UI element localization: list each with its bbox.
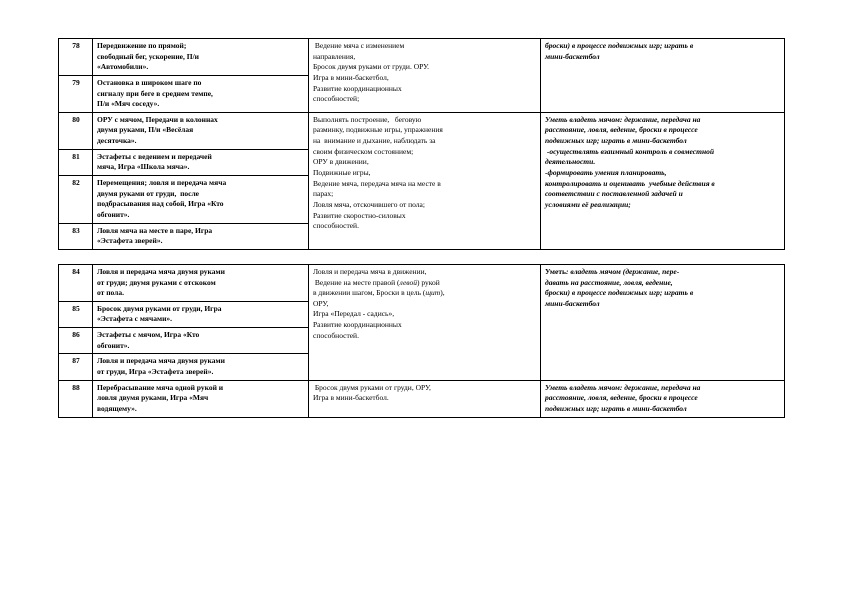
row-theme: Эстафеты с ведением и передачей мяча, Игра «Школа мяча». <box>93 149 309 175</box>
row-results: Уметь владеть мячом: держание, передача на расстояние, ловля, ведение, броски в процессе подвижных игр; играть в мини-баскетбол <box>541 380 785 417</box>
row-number: 85 <box>59 301 93 327</box>
row-number: 86 <box>59 328 93 354</box>
table-body <box>59 39 785 418</box>
table-row <box>59 112 785 149</box>
row-activities: Бросок двумя руками от груди, ОРУ, Игра в мини-баскетбол. <box>309 380 541 417</box>
row-results: Уметь владеть мячом: держание, передача на расстояние, ловля, ведение, броски в процессе подвижных игр; играть в мини-баскетбол -осуществлять взаимный контроль в совместной деятельности. -формировать умения планировать, контролировать и оценивать учебные действия в соответствии с поставленной задачей и условиями её реализации; <box>541 112 785 249</box>
row-number: 87 <box>59 354 93 380</box>
lesson-plan-table <box>58 38 785 418</box>
table-row <box>59 39 785 76</box>
row-number: 83 <box>59 223 93 249</box>
row-results: Уметь: владеть мячом (держание, пере- давать на расстояние, ловля, ведение, броски) в процессе подвижных игр; играть в мини-баскетбол <box>541 264 785 380</box>
row-theme: Ловля мяча на месте в паре, Игра «Эстафета зверей». <box>93 223 309 249</box>
row-activities: Ведение мяча с изменением направления, Бросок двумя руками от груди. ОРУ. Игра в мини-баскетбол, Развитие координационных способностей; <box>309 39 541 113</box>
row-activities: Ловля и передача мяча в движении, Ведение на месте правой (левой) рукой в движении шагом, Броски в цель (щит), ОРУ, Игра «Передал - садись», Развитие координационных способностей. <box>309 264 541 380</box>
row-theme: Эстафеты с мячом, Игра «Кто обгонит». <box>93 328 309 354</box>
row-theme: Перемещения; ловля и передача мяча двумя руками от груди, после подбрасывания над собой, Игра «Кто обгонит». <box>93 176 309 224</box>
row-number: 78 <box>59 39 93 76</box>
row-theme: Передвижение по прямой; свободный бег, ускорение, П/и «Автомобили». <box>93 39 309 76</box>
row-activities: Выполнять построение, беговую разминку, подвижные игры, упражнения на внимание и дыхание, наблюдать за своим физическом состоянием; ОРУ в движении, Подвижные игры, Ведение мяча, передача мяча на месте в парах; Ловля мяча, отскочившего от пола; Развитие скоростно-силовых способностей. <box>309 112 541 249</box>
row-theme: Перебрасывание мяча одной рукой и ловля двумя руками, Игра «Мяч водящему». <box>93 380 309 417</box>
row-theme: Ловля и передача мяча двумя руками от груди; двумя руками с отскоком от пола. <box>93 264 309 301</box>
row-number: 88 <box>59 380 93 417</box>
row-number: 80 <box>59 112 93 149</box>
row-number: 81 <box>59 149 93 175</box>
table-row <box>59 380 785 417</box>
row-theme: ОРУ с мячом, Передачи в колоннах двумя руками, П/и «Весёлая десяточка». <box>93 112 309 149</box>
row-results: броски) в процессе подвижных игр; играть в мини-баскетбол <box>541 39 785 113</box>
table-row <box>59 264 785 301</box>
block-spacer <box>59 249 785 264</box>
row-number: 79 <box>59 75 93 112</box>
row-theme: Остановка в широком шаге по сигналу при беге в среднем темпе, П/и «Мяч соседу». <box>93 75 309 112</box>
row-number: 84 <box>59 264 93 301</box>
row-theme: Бросок двумя руками от груди, Игра «Эстафета с мячами». <box>93 301 309 327</box>
row-theme: Ловля и передача мяча двумя руками от груди, Игра «Эстафета зверей». <box>93 354 309 380</box>
row-number: 82 <box>59 176 93 224</box>
